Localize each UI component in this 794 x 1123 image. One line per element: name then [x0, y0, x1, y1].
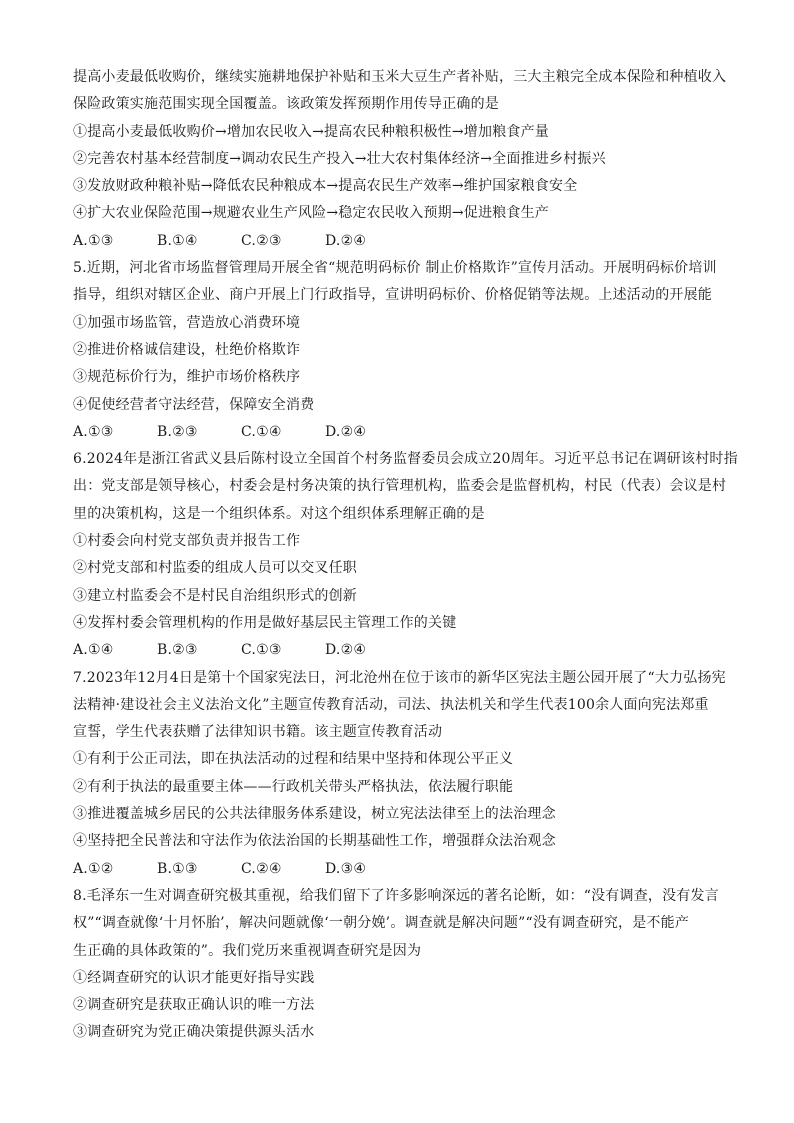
question-4 — [73, 64, 733, 255]
question-stem-line: 里的决策机构，这是一个组织体系。对这个组织体系理解正确的是 — [73, 505, 485, 522]
answer-c: C.①④ — [241, 423, 282, 440]
question-6 — [73, 446, 738, 664]
question-stem-line: 权”“调查就像‘十月怀胎’，解决问题就像‘一朝分娩’。调查就是解决问题”“没有调查研究，是不能产 — [73, 915, 690, 932]
question-5 — [73, 255, 733, 446]
question-stem-line: 5.近期，河北省市场监督管理局开展全省“规范明码标价 制止价格欺诈”宣传月活动。开展明码标价培训 — [73, 260, 717, 277]
option-4: ④扩大农业保险范围→规避农业生产风险→稳定农民收入预期→促进粮食生产 — [73, 205, 549, 222]
answer-choices — [73, 856, 733, 883]
answer-c: C.②③ — [241, 232, 282, 249]
answer-b: B.②③ — [157, 423, 198, 440]
answer-a: A.①③ — [73, 423, 114, 440]
option-1: ①村委会向村党支部负责并报告工作 — [73, 533, 301, 550]
question-stem-line: 法精神·建设社会主义法治文化”主题宣传教育活动，司法、执法机关和学生代表100余人面向宪法郑重 — [73, 696, 709, 713]
answer-c: C.①③ — [241, 642, 282, 659]
answer-a: A.①② — [73, 860, 114, 877]
option-3: ③规范标价行为，维护市场价格秩序 — [73, 369, 301, 386]
option-2: ②完善农村基本经营制度→调动农民生产投入→壮大农村集体经济→全面推进乡村振兴 — [73, 150, 606, 167]
option-4: ④坚持把全民普法和守法作为依法治国的长期基础性工作，增强群众法治观念 — [73, 833, 556, 850]
option-1: ①有利于公正司法，即在执法活动的过程和结果中坚持和体现公平正义 — [73, 751, 514, 768]
question-stem-line: 指导，组织对辖区企业、商户开展上门行政指导，宣讲明码标价、价格促销等法规。上述活动的开展能 — [73, 287, 712, 304]
answer-b: B.②③ — [157, 642, 198, 659]
question-stem-line: 7.2023年12月4日是第十个国家宪法日，河北沧州在位于该市的新华区宪法主题公园开展了“大力弘扬宪 — [73, 669, 726, 686]
answer-a: A.①③ — [73, 232, 114, 249]
question-stem-line: 保险政策实施范围实现全国覆盖。该政策发挥预期作用传导正确的是 — [73, 96, 499, 113]
answer-choices — [73, 419, 733, 446]
question-stem-line: 宣誓，学生代表获赠了法律知识书籍。该主题宣传教育活动 — [73, 724, 443, 741]
answer-c: C.②④ — [241, 860, 282, 877]
question-stem-line: 提高小麦最低收购价，继续实施耕地保护补贴和玉米大豆生产者补贴，三大主粮完全成本保险和种植收入 — [73, 69, 727, 85]
answer-b: B.①③ — [157, 860, 198, 877]
option-2: ②调查研究是获取正确认识的唯一方法 — [73, 997, 315, 1014]
option-2: ②推进价格诚信建设，杜绝价格欺诈 — [73, 341, 301, 358]
answer-d: D.②④ — [325, 642, 367, 659]
question-stem-line: 6.2024年是浙江省武义县后陈村设立全国首个村务监督委员会成立20周年。习近平总书记在调研该村时指 — [73, 451, 738, 468]
option-2: ②有利于执法的最重要主体——行政机关带头严格执法，依法履行职能 — [73, 778, 514, 795]
question-7 — [73, 665, 733, 883]
answer-choices — [73, 228, 733, 255]
option-3: ③调查研究为党正确决策提供源头活水 — [73, 1024, 315, 1041]
option-3: ③推进覆盖城乡居民的公共法律服务体系建设，树立宪法法律至上的法治理念 — [73, 806, 556, 823]
option-3: ③建立村监委会不是村民自治组织形式的创新 — [73, 587, 357, 604]
question-stem-line: 8.毛泽东一生对调查研究极其重视，给我们留下了许多影响深远的著名论断，如：“没有调查，没有发言 — [73, 887, 719, 904]
option-4: ④发挥村委会管理机构的作用是做好基层民主管理工作的关键 — [73, 614, 457, 631]
option-4: ④促使经营者守法经营，保障安全消费 — [73, 396, 315, 413]
exam-content — [73, 64, 738, 1047]
option-3: ③发放财政种粮补贴→降低农民种粮成本→提高农民生产效率→维护国家粮食安全 — [73, 178, 578, 195]
option-1: ①提高小麦最低收购价→增加农民收入→提高农民种粮积极性→增加粮食产量 — [73, 123, 549, 140]
question-stem-line: 出：党支部是领导核心，村委会是村务决策的执行管理机构，监委会是监督机构，村民（代表）会议是村 — [73, 478, 727, 495]
answer-d: D.③④ — [325, 860, 367, 877]
answer-b: B.①④ — [157, 232, 198, 249]
answer-choices — [73, 637, 733, 664]
question-stem-line: 生正确的具体政策的”。我们党历来重视调查研究是因为 — [73, 942, 422, 959]
option-1: ①经调查研究的认识才能更好指导实践 — [73, 969, 315, 986]
question-8 — [73, 883, 733, 1047]
answer-d: D.②④ — [325, 423, 367, 440]
answer-d: D.②④ — [325, 232, 367, 249]
answer-a: A.①④ — [73, 642, 114, 659]
option-2: ②村党支部和村监委的组成人员可以交叉任职 — [73, 560, 357, 577]
option-1: ①加强市场监管，营造放心消费环境 — [73, 314, 301, 331]
